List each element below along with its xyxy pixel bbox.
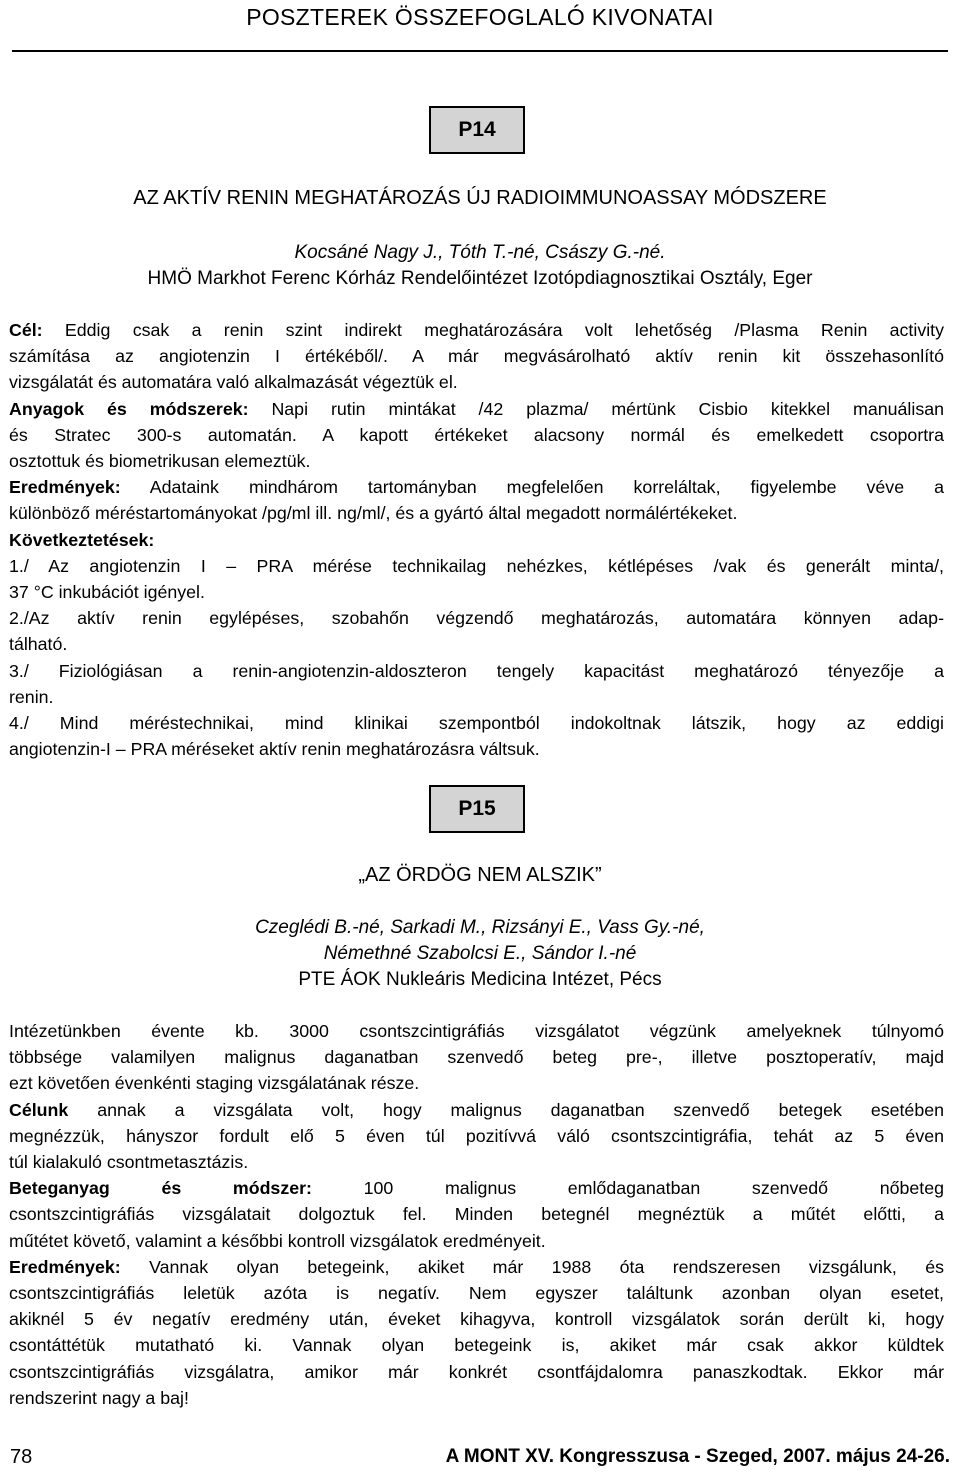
p14-methods-label: Anyagok és módszerek: (9, 398, 249, 419)
p14-goal-line-3: vizsgálatát és automatára való alkalmazását végeztük el. (9, 372, 458, 393)
p14-conclusion-2-line-2: tálható. (9, 634, 68, 655)
p15-affiliation: PTE ÁOK Nukleáris Medicina Intézet, Pécs (298, 969, 662, 990)
p14-conclusion-3-line-1: 3./ Fiziológiásan a renin-angiotenzin-aldoszteron tengely kapacitást meghatározó tényezője a (9, 660, 944, 681)
p15-results-label: Eredmények: (9, 1256, 121, 1277)
p14-methods-line-1 (9, 396, 944, 422)
p15-aim-text-1: annak a vizsgálata volt, hogy malignus daganatban szenvedő betegek esetében (97, 1099, 944, 1120)
p14-goal-line-2: számítása az angiotenzin I értékéből/. A már megvásárolható aktív renin kit összehasonlító (9, 346, 944, 367)
p14-conclusion-3-line-2: renin. (9, 686, 54, 707)
p15-methods-line-1 (9, 1175, 944, 1201)
p15-results-line-5: csontszcintigráfiás vizsgálatra, amikor már konkrét csontfájdalomra panaszkodtak. Ekkor már (9, 1361, 944, 1382)
p15-methods-text-1: 100 malignus emlődaganatban szenvedő nőbeteg (363, 1178, 944, 1199)
p15-results-text-1: Vannak olyan betegeink, akiket már 1988 óta rendszeresen vizsgálunk, és (149, 1256, 944, 1277)
p15-intro-line-1: Intézetünkben évente kb. 3000 csontszcintigráfiás vizsgálatot végzünk amelyeknek túlnyomó (9, 1021, 944, 1041)
p14-conclusion-1-line-1: 1./ Az angiotenzin I – PRA mérése technikailag nehézkes, kétlépéses /vak és generált minta/, (9, 555, 944, 576)
p15-authors-line-1: Czeglédi B.-né, Sarkadi M., Rizsányi E., Vass Gy.-né, (255, 917, 705, 938)
p15-results-line-4: csontáttétük mutatható ki. Vannak olyan betegeink is, akiket már csak akkor küldtek (9, 1335, 944, 1356)
p14-abstract-body (9, 317, 944, 762)
p14-results-line-1 (9, 474, 944, 500)
p14-title: AZ AKTÍV RENIN MEGHATÁROZÁS ÚJ RADIOIMMUNOASSAY MÓDSZERE (133, 187, 827, 209)
p15-methods-label: Beteganyag és módszer: (9, 1178, 312, 1199)
p15-intro-line-3: ezt követően évenkénti staging vizsgálatának része. (9, 1073, 420, 1094)
p15-methods-line-2: csontszcintigráfiás vizsgálatait dolgoztuk fel. Minden betegnél megnéztük a műtét előtti, a (9, 1204, 944, 1225)
p15-methods-line-3: műtétet követő, valamint a későbbi kontroll vizsgálatok eredményeit. (9, 1230, 546, 1251)
p14-conclusion-2-line-1: 2./Az aktív renin egylépéses, szobahőn végzendő meghatározás, automatára könnyen adap- (9, 608, 944, 629)
p15-intro-line-2: többsége valamilyen malignus daganatban szenvedő beteg pre-, illetve posztoperatív, majd (9, 1047, 944, 1068)
p14-goal-line-1 (9, 317, 944, 343)
poster-label-p15 (429, 785, 525, 833)
header-rule (12, 50, 948, 52)
p14-results-label: Eredmények: (9, 477, 121, 498)
p14-conclusions-label: Következtetések: (9, 529, 155, 550)
p14-goal-text-1: Eddig csak a renin szint indirekt meghatározására volt lehetőség /Plasma Renin activity (64, 320, 944, 340)
running-header-title: POSZTEREK ÖSSZEFOGLALÓ KIVONATAI (246, 4, 714, 30)
p14-conclusion-4-line-1: 4./ Mind méréstechnikai, mind klinikai szempontból indokoltnak látszik, hogy az eddigi (9, 713, 944, 734)
p15-aim-line-2: megnézzük, hányszor fordult elő 5 éven túl pozitívvá váló csontszcintigráfia, tehát az 5 éven (9, 1125, 944, 1146)
footer-conference: A MONT XV. Kongresszusa - Szeged, 2007. május 24-26. (445, 1446, 950, 1467)
p15-authors-line-2: Némethné Szabolcsi E., Sándor I.-né (323, 943, 637, 964)
p14-conclusion-4-line-2: angiotenzin-I – PRA méréseket aktív renin meghatározásra váltsuk. (9, 739, 540, 760)
p15-results-line-3: akiknél 5 év negatív eredmény után, éveket kihagyva, kontroll vizsgálatok során derült ki, hogy (9, 1309, 944, 1330)
p15-aim-line-3: túl kialakuló csontmetasztázis. (9, 1152, 249, 1173)
p14-results-line-2: különböző méréstartományokat /pg/ml ill. ng/ml/, és a gyártó által megadott normálértékeket. (9, 503, 738, 524)
page-number: 78 (10, 1446, 33, 1468)
p15-results-line-6: rendszerint nagy a baj! (9, 1387, 189, 1408)
p15-title: „AZ ÖRDÖG NEM ALSZIK” (358, 864, 602, 886)
p14-conclusion-1-line-2: 37 °C inkubációt igényel. (9, 582, 205, 603)
p14-methods-line-3: osztottuk és biometrikusan elemeztük. (9, 451, 311, 472)
p14-methods-line-2: és Stratec 300-s automatán. A kapott értékeket alacsony normál és emelkedett csoportra (9, 424, 944, 445)
p14-methods-text-1: Napi rutin mintákat /42 plazma/ mértünk Cisbio kitekkel manuálisan (271, 398, 944, 419)
poster-label-p14 (429, 106, 525, 154)
p14-results-text-1: Adataink mindhárom tartományban megfelelően korreláltak, figyelembe véve a (149, 477, 944, 498)
p15-results-line-1 (9, 1254, 944, 1280)
p15-aim-label: Célunk (9, 1099, 69, 1120)
p14-conclusions-heading-line (9, 527, 944, 553)
p15-abstract-body (9, 1018, 944, 1411)
poster-label-p14-text: P14 (458, 118, 496, 141)
poster-label-p15-text: P15 (458, 797, 496, 820)
p15-aim-line-1 (9, 1097, 944, 1123)
p14-affiliation: HMÖ Markhot Ferenc Kórház Rendelőintézet Izotópdiagnosztikai Osztály, Eger (147, 268, 813, 289)
p14-authors: Kocsáné Nagy J., Tóth T.-né, Császy G.-né. (294, 242, 666, 263)
p14-goal-label: Cél: (9, 320, 43, 340)
p15-results-line-2: csontszcintigráfiás leletük azóta is negatív. Nem egyszer találtunk azonban olyan esetet, (9, 1283, 944, 1304)
